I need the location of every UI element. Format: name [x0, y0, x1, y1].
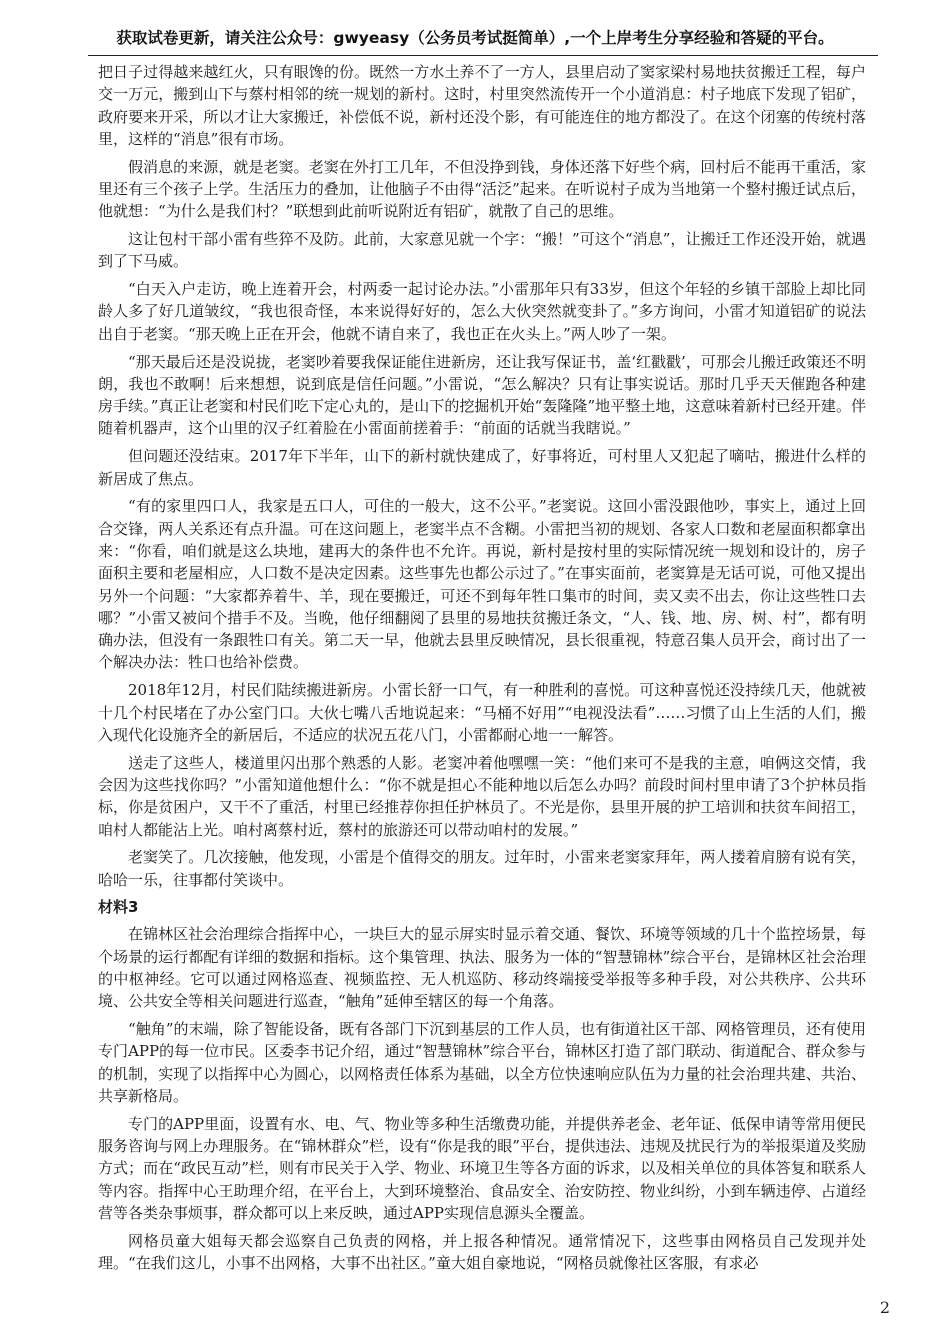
page-header-notice: 获取试卷更新，请关注公众号：gwyeasy（公务员考试挺简单）,一个上岸考生分享经验和答疑的平台。	[116, 29, 834, 47]
header-divider	[88, 55, 878, 56]
paragraph: 假消息的来源，就是老窦。老窦在外打工几年，不但没挣到钱，身体还落下好些个病，回村后不能再干重活，家里还有三个孩子上学。生活压力的叠加，让他脑子不由得“活泛”起来。在听说村子成为当地第一个整村搬迁试点后，他就想：“为什么是我们村？”联想到此前听说附近有铝矿，就散了自己的思维。	[98, 157, 866, 221]
paragraph: “有的家里四口人，我家是五口人，可住的一般大，这不公平。”老窦说。这回小雷没跟他吵，事实上，通过上回合交锋，两人关系还有点升温。可在这问题上，老窦半点不含糊。小雷把当初的规划、各家人口数和老屋面积都拿出来：“你看，咱们就是这么块地，建再大的条件也不允许。再说，新村是按村里的实际情况统一规划和设计的，房子面积主要和老屋相应，人口数不是决定因素。这些事先也都公示过了。”在事实面前，老窦算是无话可说，可他又提出另外一个问题：“大家都养着牛、羊，现在要搬迁，可还不到每年牲口集市的时间，卖又卖不出去，你让这些牲口去哪？”小雷又被问个措手不及。当晚，他仔细翻阅了县里的易地扶贫搬迁条文，“人、钱、地、房、树、村”，都有明确办法，但没有一条跟牲口有关。第二天一早，他就去县里反映情况，县长很重视，特意召集人员开会，商讨出了一个解决办法：牲口也给补偿费。	[98, 497, 866, 672]
page-number: 2	[879, 1298, 890, 1317]
paragraph: 这让包村干部小雷有些猝不及防。此前，大家意见就一个字：“搬！”可这个“消息”，让搬迁工作还没开始，就遇到了下马威。	[98, 230, 866, 271]
paragraph: “触角”的末端，除了智能设备，既有各部门下沉到基层的工作人员，也有街道社区干部、网格管理员，还有使用专门APP的每一位市民。区委李书记介绍，通过“智慧锦林”综合平台，锦林区打造了部门联动、街道配合、群众参与的机制，实现了以指挥中心为圆心，以网格责任体系为基础，以全方位快速响应队伍为力量的社会治理共建、共治、共享新格局。	[98, 1020, 866, 1105]
paragraph: 专门的APP里面，设置有水、电、气、物业等多种生活缴费功能，并提供养老金、老年证、低保申请等常用便民服务咨询与网上办理服务。在“锦林群众”栏，设有“你是我的眼”平台，提供违法、违规及扰民行为的举报渠道及奖励方式；而在“政民互动”栏，则有市民关于入学、物业、环境卫生等各方面的诉求，以及相关单位的具体答复和联系人等内容。指挥中心王助理介绍，在平台上，大到环境整治、食品安全、治安防控、物业纠纷，小到车辆违停、占道经营等各类杂事烦事，群众都可以上来反映，通过APP实现信息源头全覆盖。	[98, 1114, 866, 1222]
paragraph: “白天入户走访，晚上连着开会，村两委一起讨论办法。”小雷那年只有33岁，但这个年轻的乡镇干部脸上却比同龄人多了好几道皱纹，“我也很奇怪，本来说得好好的，怎么大伙突然就变卦了。”多方询问，小雷才知道铝矿的说法出自于老窦。“那天晚上正在开会，他就不请自来了，我也正在火头上。”两人吵了一架。	[98, 280, 866, 343]
paragraph: 2018年12月，村民们陆续搬进新房。小雷长舒一口气，有一种胜利的喜悦。可这种喜悦还没持续几天，他就被十几个村民堵在了办公室门口。大伙七嘴八舌地说起来：“马桶不好用”“电视没法看”……习惯了山上生活的人们，搬入现代化设施齐全的新居后，不适应的状况五花八门，小雷都耐心地一一解答。	[98, 681, 866, 744]
paragraph: 在锦林区社会治理综合指挥中心，一块巨大的显示屏实时显示着交通、餐饮、环境等领域的几十个监控场景，每个场景的运行都配有详细的数据和指标。这个集管理、执法、服务为一体的“智慧锦林”综合平台，是锦林区社会治理的中枢神经。它可以通过网格巡查、视频监控、无人机巡防、移动终端接受举报等多种手段，对公共秩序、公共环境、公共安全等相关问题进行巡查，“触角”延伸至辖区的每一个角落。	[98, 925, 866, 1011]
paragraph: 网格员童大姐每天都会巡察自己负责的网格，并上报各种情况。通常情况下，这些事由网格员自己发现并处理。“在我们这儿，小事不出网格，大事不出社区。”童大姐自豪地说，“网格员就像社区客服，有求必	[98, 1231, 866, 1273]
paragraph: 送走了这些人，楼道里闪出那个熟悉的人影。老窦冲着他嘿嘿一笑：“他们来可不是我的主意，咱俩这交情，我会因为这些找你吗？”小雷知道他想什么：“你不就是担心不能种地以后怎么办吗？前段时间村里申请了3个护林员指标，你是贫困户，又干不了重活，村里已经推荐你担任护林员了。不光是你，县里开展的护工培训和扶贫车间招工，咱村人都能沾上光。咱村离蔡村近，蔡村的旅游还可以带动咱村的发展。”	[98, 753, 866, 839]
paragraph: 但问题还没结束。2017年下半年，山下的新村就快建成了，好事将近，可村里人又犯起了嘀咕，搬进什么样的新居成了焦点。	[98, 447, 866, 488]
section-title: 材料3	[98, 898, 139, 917]
paragraph: 老窦笑了。几次接触，他发现，小雷是个值得交的朋友。过年时，小雷来老窦家拜年，两人搂着肩膀有说有笑，哈哈一乐，往事都付笑谈中。	[98, 848, 866, 889]
document-body	[98, 61, 866, 1280]
paragraph: 把日子过得越来越红火，只有眼馋的份。既然一方水土养不了一方人，县里启动了窦家梁村易地扶贫搬迁工程，每户交一万元，搬到山下与蔡村相邻的统一规划的新村。这时，村里突然流传开一个小道消息：村子地底下发现了铝矿，政府要来开采，所以才让大家搬迁，补偿低不说，新村还没个影，有可能连住的地方都没了。在这个闭塞的传统村落里，这样的“消息”很有市场。	[98, 63, 866, 148]
paragraph: “那天最后还是没说拢，老窦吵着要我保证能住进新房，还让我写保证书，盖‘红戳戳’，可那会儿搬迁政策还不明朗，我也不敢啊！后来想想，说到底是信任问题。”小雷说，“怎么解决？只有让事实说话。那时几乎天天催跑各种建房手续。”真正让老窦和村民们吃下定心丸的，是山下的挖掘机开始“轰隆隆”地平整土地，这意味着新村已经开建。伴随着机器声，这个山里的汉子红着脸在小雷面前搓着手：“前面的话就当我瞎说。”	[98, 352, 866, 438]
